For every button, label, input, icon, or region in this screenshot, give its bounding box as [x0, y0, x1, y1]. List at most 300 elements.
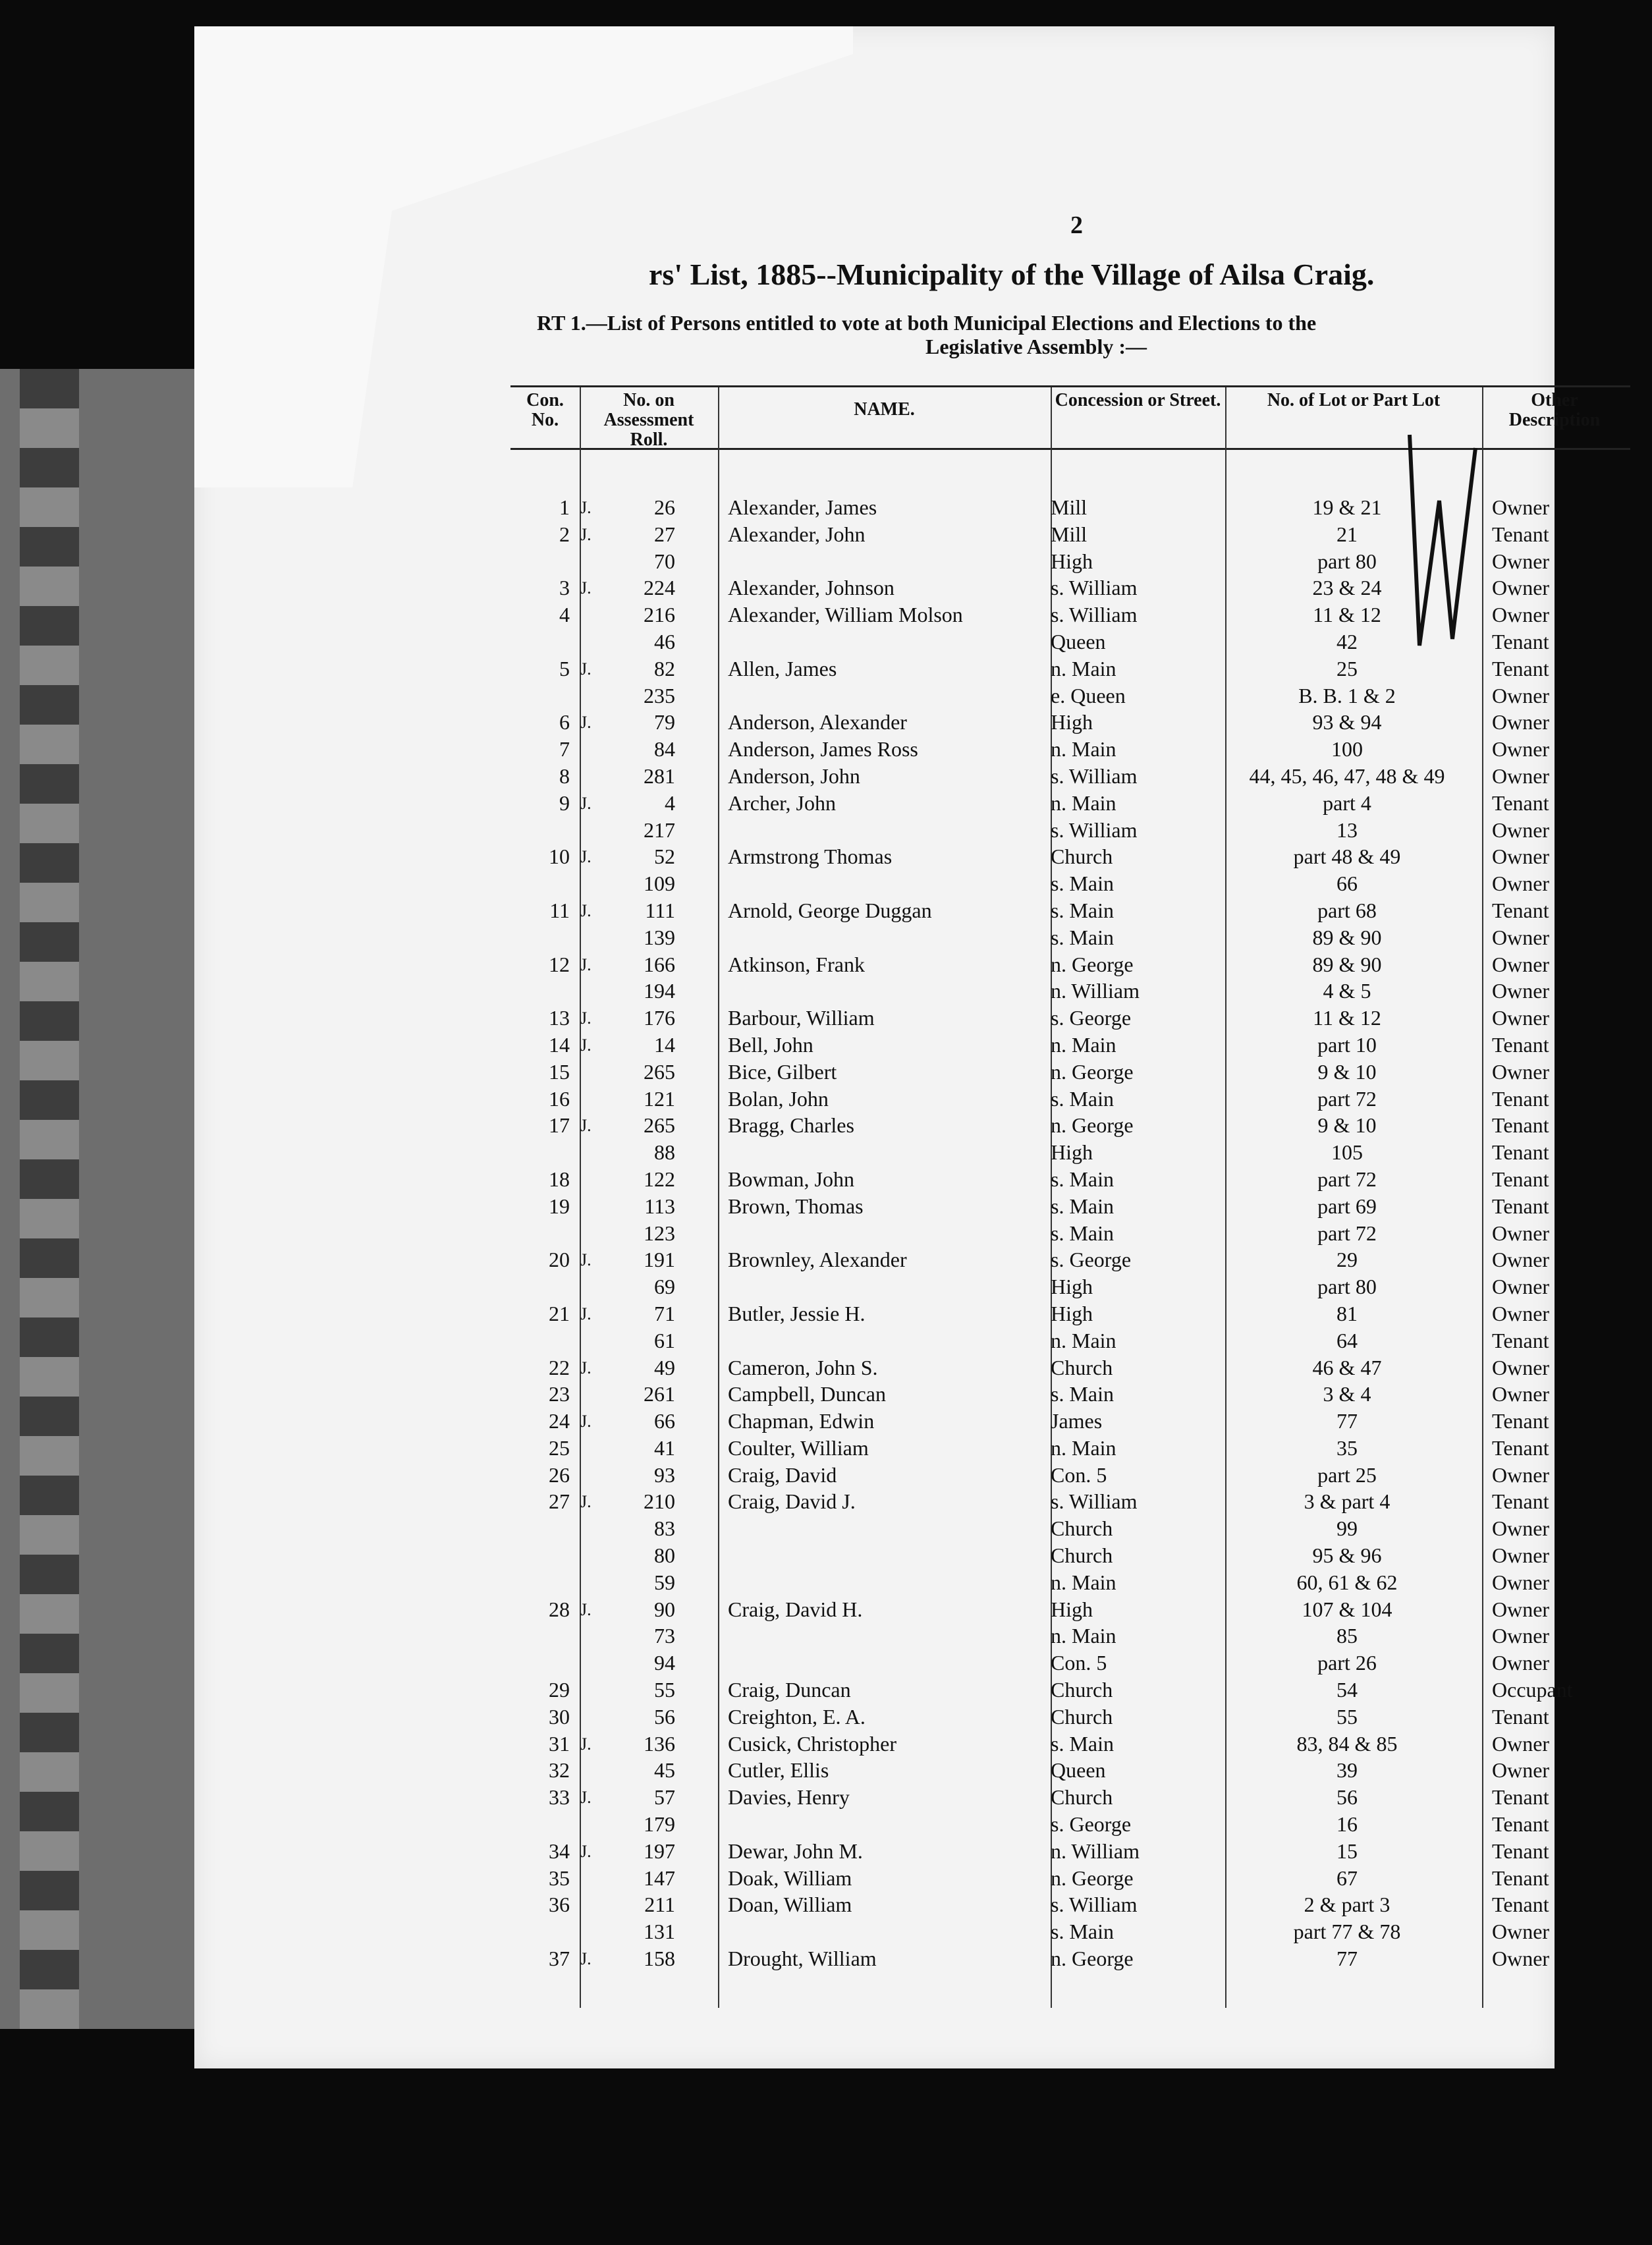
description: Tenant: [1492, 1194, 1549, 1218]
description: Owner: [1492, 872, 1550, 896]
lot-number: 21: [1336, 522, 1358, 546]
table-row: [510, 1381, 1630, 1408]
table-row: [510, 1918, 1630, 1945]
voter-name: Bice, Gilbert: [728, 1059, 837, 1084]
roll-number: 131: [644, 1920, 675, 1944]
con-number: 5: [559, 656, 570, 680]
description: Owner: [1492, 1597, 1550, 1621]
table-row: [510, 1435, 1630, 1462]
street: High: [1051, 710, 1093, 734]
voter-name: Bolan, John: [728, 1086, 829, 1111]
street: n. Main: [1051, 790, 1116, 815]
juror-mark: J.: [580, 793, 592, 813]
table-row: [510, 1327, 1630, 1354]
table-row: [510, 1838, 1630, 1865]
table-row: [510, 1086, 1630, 1113]
street: Church: [1051, 845, 1113, 869]
description: Owner: [1492, 979, 1550, 1003]
table-row: [510, 1704, 1630, 1731]
con-number: 11: [549, 898, 570, 922]
juror-mark: J.: [580, 955, 592, 974]
voter-name: Allen, James: [728, 656, 837, 680]
document-page: [194, 26, 1601, 2068]
street: s. William: [1051, 1893, 1138, 1917]
roll-number: 224: [644, 576, 675, 600]
voter-name: Bowman, John: [728, 1167, 854, 1191]
roll-number: 281: [644, 763, 675, 788]
roll-number: 69: [654, 1275, 675, 1299]
table-row: [510, 1811, 1630, 1838]
roll-number: 4: [665, 790, 675, 815]
lot-number: 100: [1331, 737, 1363, 762]
table-row: [510, 1059, 1630, 1086]
table-row: [510, 655, 1630, 682]
description: Owner: [1492, 737, 1550, 762]
description: Owner: [1492, 1947, 1550, 1971]
roll-number: 73: [654, 1624, 675, 1648]
con-number: 16: [549, 1086, 570, 1111]
voter-name: Craig, David J.: [728, 1489, 856, 1514]
roll-number: 94: [654, 1651, 675, 1675]
lot-number: 11 & 12: [1313, 603, 1381, 627]
con-number: 8: [559, 763, 570, 788]
street: n. George: [1051, 1866, 1134, 1890]
roll-number: 52: [654, 845, 675, 869]
street: Mill: [1051, 522, 1088, 546]
voter-name: Doak, William: [728, 1866, 852, 1890]
roll-number: 191: [644, 1248, 675, 1272]
description: Owner: [1492, 1651, 1550, 1675]
street: s. Main: [1051, 925, 1114, 949]
roll-number: 56: [654, 1704, 675, 1729]
table-row: [510, 494, 1630, 521]
table-row: [510, 548, 1630, 575]
description: Owner: [1492, 495, 1550, 519]
description: Owner: [1492, 1275, 1550, 1299]
table-row: [510, 790, 1630, 817]
header-lot: No. of Lot or Part Lot: [1267, 390, 1441, 410]
voter-name: Chapman, Edwin: [728, 1409, 875, 1433]
voter-name: Campbell, Duncan: [728, 1382, 886, 1406]
description: Tenant: [1492, 1812, 1549, 1837]
table-row: [510, 1220, 1630, 1247]
description: Tenant: [1492, 1086, 1549, 1111]
con-number: 12: [549, 952, 570, 976]
street: Con. 5: [1051, 1651, 1107, 1675]
description: Owner: [1492, 1301, 1550, 1325]
roll-number: 176: [644, 1006, 675, 1030]
roll-number: 90: [654, 1597, 675, 1621]
street: Church: [1051, 1785, 1113, 1810]
table-row: [510, 1300, 1630, 1327]
street: n. Main: [1051, 737, 1116, 762]
description: Occupant: [1492, 1678, 1573, 1702]
lot-number: 9 & 10: [1317, 1059, 1377, 1084]
roll-number: 122: [644, 1167, 675, 1191]
lot-number: 55: [1336, 1704, 1358, 1729]
con-number: 37: [549, 1947, 570, 1971]
description: Tenant: [1492, 1328, 1549, 1352]
roll-number: 265: [644, 1059, 675, 1084]
street: n. Main: [1051, 1570, 1116, 1594]
voter-name: Alexander, William Molson: [728, 603, 963, 627]
voter-name: Anderson, John: [728, 763, 860, 788]
description: Tenant: [1492, 1113, 1549, 1138]
lot-number: 89 & 90: [1312, 952, 1382, 976]
description: Tenant: [1492, 629, 1549, 653]
table-row: [510, 628, 1630, 655]
street: s. Main: [1051, 1221, 1114, 1245]
street: s. Main: [1051, 1382, 1114, 1406]
voter-name: Anderson, James Ross: [728, 737, 918, 762]
voter-name: Bragg, Charles: [728, 1113, 854, 1138]
voter-name: Barbour, William: [728, 1006, 875, 1030]
table-row: [510, 736, 1630, 763]
voter-name: Brownley, Alexander: [728, 1248, 907, 1272]
description: Owner: [1492, 1570, 1550, 1594]
description: Tenant: [1492, 1704, 1549, 1729]
juror-mark: J.: [580, 659, 592, 679]
table-row: [510, 1542, 1630, 1569]
juror-mark: J.: [580, 1358, 592, 1377]
street: s. Main: [1051, 898, 1114, 922]
header-description: Other Description: [1508, 390, 1601, 430]
street: High: [1051, 1597, 1093, 1621]
header-name: NAME.: [854, 399, 915, 420]
lot-number: 15: [1336, 1839, 1358, 1863]
street: James: [1051, 1409, 1103, 1433]
roll-number: 27: [654, 522, 675, 546]
lot-number: 9 & 10: [1317, 1113, 1377, 1138]
street: n. Main: [1051, 1032, 1116, 1057]
roll-number: 71: [654, 1301, 675, 1325]
juror-mark: J.: [580, 1009, 592, 1028]
roll-number: 57: [654, 1785, 675, 1810]
street: s. Main: [1051, 1086, 1114, 1111]
roll-number: 235: [644, 683, 675, 707]
con-number: 20: [549, 1248, 570, 1272]
table-row: [510, 709, 1630, 736]
lot-number: 54: [1336, 1678, 1358, 1702]
description: Owner: [1492, 763, 1550, 788]
con-number: 3: [559, 576, 570, 600]
roll-number: 265: [644, 1113, 675, 1138]
voters-table: [510, 494, 1630, 1972]
table-row: [510, 1462, 1630, 1489]
roll-number: 14: [654, 1032, 675, 1057]
juror-mark: J.: [580, 1250, 592, 1270]
roll-number: 26: [654, 495, 675, 519]
subtitle-line-2: Legislative Assembly :—: [925, 335, 1147, 358]
con-number: 24: [549, 1409, 570, 1433]
voter-name: Atkinson, Frank: [728, 952, 865, 976]
table-row: [510, 682, 1630, 709]
lot-number: 25: [1336, 656, 1358, 680]
lot-number: 3 & 4: [1323, 1382, 1371, 1406]
roll-number: 111: [645, 898, 675, 922]
description: Owner: [1492, 952, 1550, 976]
roll-number: 45: [654, 1758, 675, 1783]
roll-number: 136: [644, 1731, 675, 1756]
description: Tenant: [1492, 1893, 1549, 1917]
con-number: 32: [549, 1758, 570, 1783]
spine-pattern: [20, 369, 79, 2029]
voter-name: Bell, John: [728, 1032, 813, 1057]
description: Tenant: [1492, 1140, 1549, 1165]
juror-mark: J.: [580, 1304, 592, 1323]
lot-number: 93 & 94: [1312, 710, 1382, 734]
street: n. George: [1051, 1113, 1134, 1138]
description: Tenant: [1492, 1785, 1549, 1810]
roll-number: 113: [644, 1194, 675, 1218]
lot-number: 4 & 5: [1323, 979, 1371, 1003]
description: Tenant: [1492, 1839, 1549, 1863]
voter-name: Cusick, Christopher: [728, 1731, 896, 1756]
description: Tenant: [1492, 1435, 1549, 1460]
lot-number: 64: [1336, 1328, 1358, 1352]
street: n. Main: [1051, 1328, 1116, 1352]
street: s. William: [1051, 576, 1138, 600]
lot-number: part 80: [1317, 1275, 1377, 1299]
table-row: [510, 1273, 1630, 1300]
roll-number: 109: [644, 872, 675, 896]
street: n. William: [1051, 1839, 1140, 1863]
voter-name: Craig, Duncan: [728, 1678, 851, 1702]
voter-name: Cameron, John S.: [728, 1355, 878, 1379]
roll-number: 210: [644, 1489, 675, 1514]
lot-number: 81: [1336, 1301, 1358, 1325]
roll-number: 216: [644, 603, 675, 627]
street: Church: [1051, 1516, 1113, 1541]
table-row: [510, 870, 1630, 897]
lot-number: 2 & part 3: [1304, 1893, 1390, 1917]
lot-number: part 10: [1317, 1032, 1377, 1057]
description: Owner: [1492, 1462, 1550, 1487]
description: Owner: [1492, 549, 1550, 573]
street: Church: [1051, 1704, 1113, 1729]
street: n. Main: [1051, 1435, 1116, 1460]
table-row: [510, 817, 1630, 844]
description: Owner: [1492, 1624, 1550, 1648]
description: Owner: [1492, 576, 1550, 600]
description: Tenant: [1492, 1489, 1549, 1514]
juror-mark: J.: [580, 1841, 592, 1861]
table-row: [510, 574, 1630, 601]
table-row: [510, 1112, 1630, 1139]
roll-number: 84: [654, 737, 675, 762]
description: Tenant: [1492, 522, 1549, 546]
table-row: [510, 601, 1630, 628]
street: High: [1051, 1275, 1093, 1299]
description: Owner: [1492, 925, 1550, 949]
lot-number: 95 & 96: [1312, 1543, 1382, 1568]
street: s. Main: [1051, 1920, 1114, 1944]
roll-number: 121: [644, 1086, 675, 1111]
lot-number: 83, 84 & 85: [1296, 1731, 1398, 1756]
street: Mill: [1051, 495, 1088, 519]
juror-mark: J.: [580, 1035, 592, 1055]
table-row: [510, 1731, 1630, 1758]
table-row: [510, 1622, 1630, 1649]
table-row: [510, 1488, 1630, 1515]
lot-number: part 25: [1317, 1462, 1377, 1487]
lot-number: 3 & part 4: [1304, 1489, 1390, 1514]
roll-number: 55: [654, 1678, 675, 1702]
table-row: [510, 1354, 1630, 1381]
description: Tenant: [1492, 898, 1549, 922]
table-row: [510, 1193, 1630, 1220]
description: Tenant: [1492, 656, 1549, 680]
voter-name: Alexander, James: [728, 495, 877, 519]
con-number: 4: [559, 603, 570, 627]
table-row: [510, 978, 1630, 1005]
lot-number: 107 & 104: [1302, 1597, 1392, 1621]
voter-name: Doan, William: [728, 1893, 852, 1917]
roll-number: 49: [654, 1355, 675, 1379]
roll-number: 179: [644, 1812, 675, 1837]
juror-mark: J.: [580, 1599, 592, 1619]
con-number: 25: [549, 1435, 570, 1460]
description: Owner: [1492, 1355, 1550, 1379]
con-number: 33: [549, 1785, 570, 1810]
table-row: [510, 924, 1630, 951]
header-con: Con. No.: [526, 390, 564, 430]
juror-mark: J.: [580, 578, 592, 598]
juror-mark: J.: [580, 1116, 592, 1136]
con-number: 23: [549, 1382, 570, 1406]
street: s. George: [1051, 1812, 1132, 1837]
description: Owner: [1492, 1382, 1550, 1406]
roll-number: 217: [644, 818, 675, 842]
voter-name: Craig, David H.: [728, 1597, 863, 1621]
con-number: 34: [549, 1839, 570, 1863]
con-number: 2: [559, 522, 570, 546]
description: Owner: [1492, 603, 1550, 627]
juror-mark: J.: [580, 1788, 592, 1808]
voter-name: Archer, John: [728, 790, 836, 815]
juror-mark: J.: [580, 524, 592, 544]
table-row: [510, 1649, 1630, 1677]
table-row: [510, 521, 1630, 548]
voter-name: Dewar, John M.: [728, 1839, 863, 1863]
street: n. Main: [1051, 1624, 1116, 1648]
con-number: 35: [549, 1866, 570, 1890]
description: Owner: [1492, 1221, 1550, 1245]
lot-number: part 69: [1317, 1194, 1377, 1218]
lot-number: part 68: [1317, 898, 1377, 922]
con-number: 30: [549, 1704, 570, 1729]
voter-name: Coulter, William: [728, 1435, 869, 1460]
con-number: 6: [559, 710, 570, 734]
street: n. Main: [1051, 656, 1116, 680]
table-row: [510, 763, 1630, 790]
con-number: 13: [549, 1006, 570, 1030]
lot-number: part 26: [1317, 1651, 1377, 1675]
table-row: [510, 1596, 1630, 1623]
roll-number: 147: [644, 1866, 675, 1890]
con-number: 36: [549, 1893, 570, 1917]
juror-mark: J.: [580, 901, 592, 920]
street: High: [1051, 1301, 1093, 1325]
voter-name: Armstrong Thomas: [728, 845, 893, 869]
description: Owner: [1492, 1543, 1550, 1568]
street: High: [1051, 549, 1093, 573]
street: s. Main: [1051, 1167, 1114, 1191]
street: n. George: [1051, 952, 1134, 976]
roll-number: 83: [654, 1516, 675, 1541]
lot-number: part 80: [1317, 549, 1377, 573]
lot-number: 89 & 90: [1312, 925, 1382, 949]
lot-number: 44, 45, 46, 47, 48 & 49: [1249, 763, 1445, 788]
page-number: 2: [1070, 211, 1083, 239]
description: Tenant: [1492, 1167, 1549, 1191]
lot-number: 67: [1336, 1866, 1358, 1890]
juror-mark: J.: [580, 498, 592, 517]
description: Owner: [1492, 1248, 1550, 1272]
street: Queen: [1051, 1758, 1106, 1783]
description: Owner: [1492, 1059, 1550, 1084]
roll-number: 139: [644, 925, 675, 949]
lot-number: 85: [1336, 1624, 1358, 1648]
description: Owner: [1492, 1006, 1550, 1030]
roll-number: 197: [644, 1839, 675, 1863]
lot-number: 60, 61 & 62: [1296, 1570, 1398, 1594]
voter-name: Creighton, E. A.: [728, 1704, 866, 1729]
description: Owner: [1492, 710, 1550, 734]
con-number: 15: [549, 1059, 570, 1084]
lot-number: 11 & 12: [1313, 1006, 1381, 1030]
street: High: [1051, 1140, 1093, 1165]
lot-number: part 4: [1323, 790, 1371, 815]
table-row: [510, 1865, 1630, 1892]
lot-number: 29: [1336, 1248, 1358, 1272]
lot-number: 19 & 21: [1312, 495, 1382, 519]
street: e. Queen: [1051, 683, 1126, 707]
voter-name: Davies, Henry: [728, 1785, 850, 1810]
roll-number: 46: [654, 629, 675, 653]
description: Owner: [1492, 845, 1550, 869]
voter-name: Butler, Jessie H.: [728, 1301, 866, 1325]
street: n. George: [1051, 1059, 1134, 1084]
lot-number: 46 & 47: [1312, 1355, 1382, 1379]
table-row: [510, 1757, 1630, 1784]
con-number: 28: [549, 1597, 570, 1621]
con-number: 31: [549, 1731, 570, 1756]
table-row: [510, 1408, 1630, 1435]
con-number: 26: [549, 1462, 570, 1487]
table-row: [510, 1515, 1630, 1542]
street: Con. 5: [1051, 1462, 1107, 1487]
table-row: [510, 1032, 1630, 1059]
roll-number: 211: [644, 1893, 675, 1917]
lot-number: part 72: [1317, 1086, 1377, 1111]
juror-mark: J.: [580, 713, 592, 733]
voter-name: Cutler, Ellis: [728, 1758, 829, 1783]
table-row: [510, 1891, 1630, 1918]
description: Owner: [1492, 1758, 1550, 1783]
street: s. William: [1051, 603, 1138, 627]
table-row: [510, 1945, 1630, 1972]
subtitle-line-1: RT 1.—List of Persons entitled to vote at both Municipal Elections and Elections to the: [537, 311, 1317, 335]
street: s. George: [1051, 1006, 1132, 1030]
street: s. William: [1051, 1489, 1138, 1514]
con-number: 9: [559, 790, 570, 815]
description: Tenant: [1492, 1409, 1549, 1433]
table-row: [510, 1166, 1630, 1193]
lot-number: part 48 & 49: [1293, 845, 1401, 869]
roll-number: 88: [654, 1140, 675, 1165]
lot-number: 66: [1336, 872, 1358, 896]
